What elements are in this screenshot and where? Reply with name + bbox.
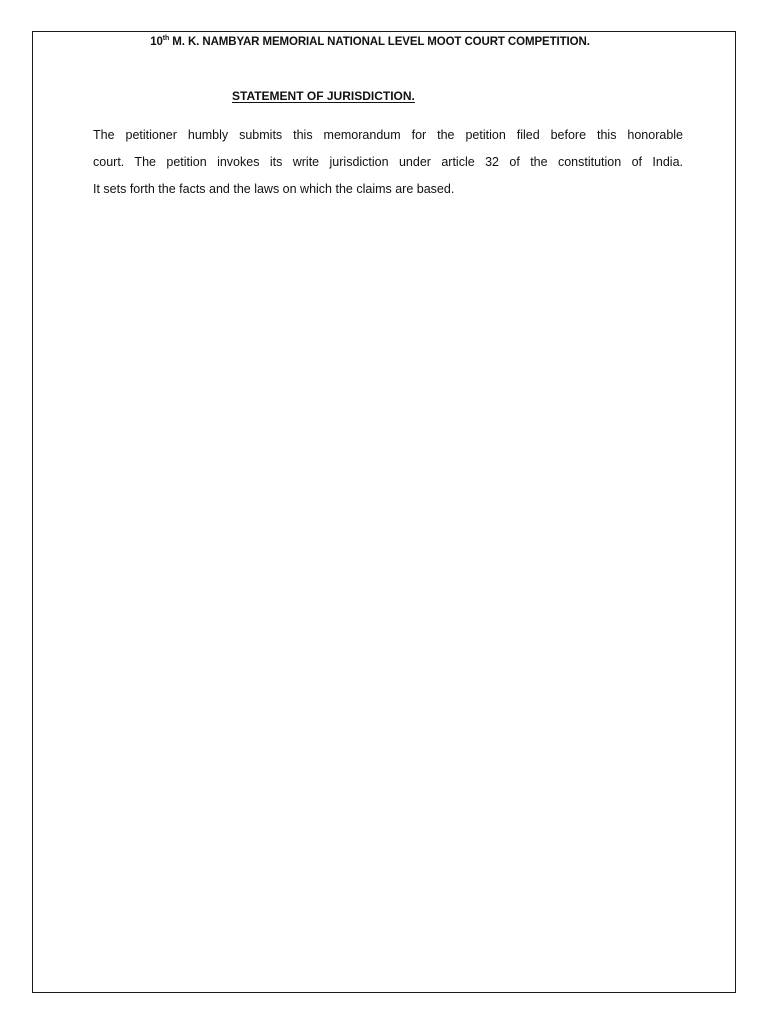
- jurisdiction-paragraph: [93, 125, 683, 206]
- header-ordinal-suffix: th: [162, 35, 170, 43]
- competition-header: [0, 36, 740, 48]
- paragraph-line: court. The petition invokes its write jurisdiction under article 32 of the constitution of India.: [93, 155, 683, 169]
- header-ordinal-number: 10: [150, 36, 163, 48]
- paragraph-line: It sets forth the facts and the laws on which the claims are based.: [93, 182, 455, 196]
- paragraph-line: The petitioner humbly submits this memorandum for the petition filed before this honorable: [93, 128, 683, 142]
- header-competition-name: M. K. NAMBYAR MEMORIAL NATIONAL LEVEL MOOT COURT COMPETITION.: [169, 36, 590, 48]
- section-title: STATEMENT OF JURISDICTION.: [232, 89, 415, 103]
